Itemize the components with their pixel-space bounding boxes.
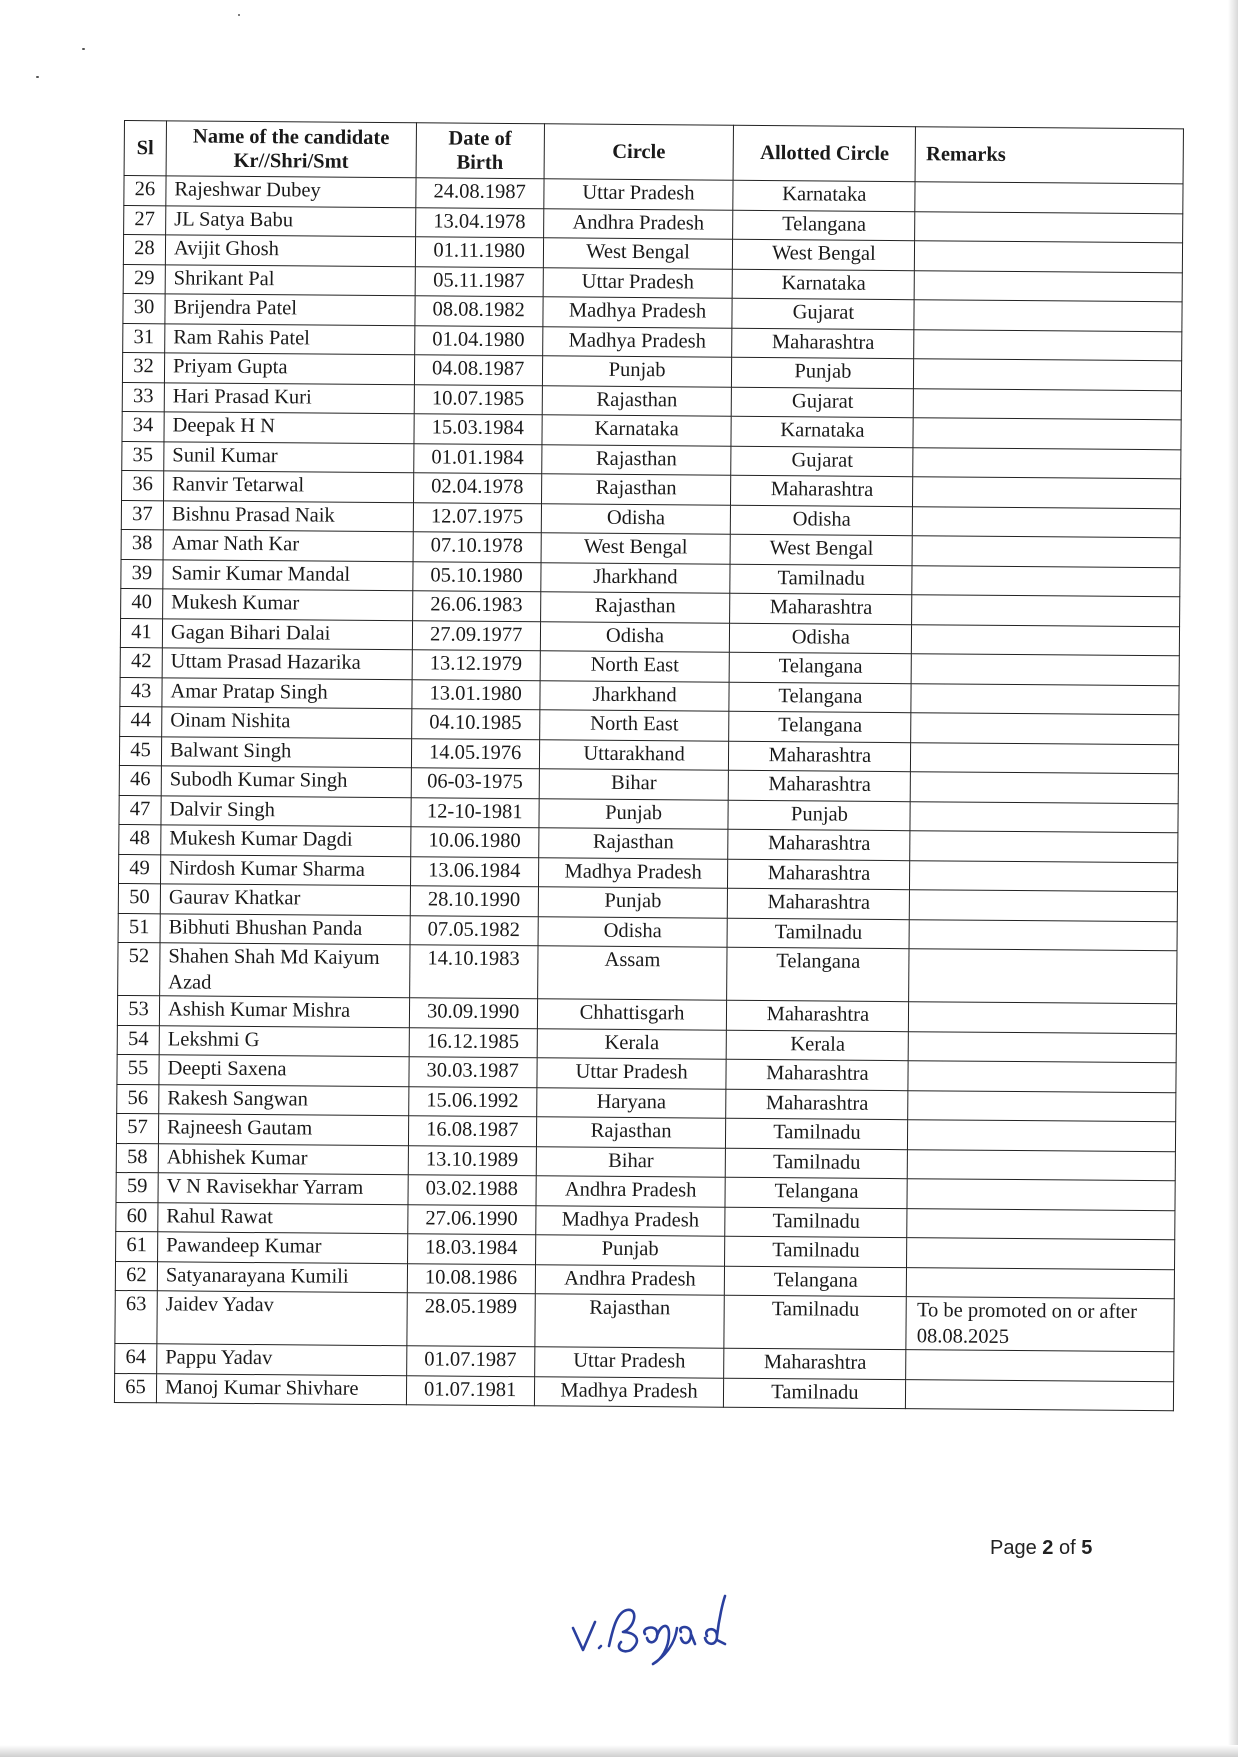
scan-speck (36, 76, 39, 78)
cell-name: Rakesh Sangwan (159, 1084, 409, 1115)
cell-dob: 10.08.1986 (407, 1263, 535, 1294)
cell-sl: 65 (114, 1373, 156, 1403)
cell-remarks (911, 683, 1179, 715)
cell-allotted-circle: Tamilnadu (727, 918, 909, 949)
cell-remarks: To be promoted on or after 08.08.2025 (906, 1297, 1174, 1352)
cell-name: Ranvir Tetarwal (163, 471, 413, 502)
cell-remarks (908, 1090, 1176, 1122)
cell-remarks (913, 506, 1181, 538)
cell-remarks (908, 1149, 1176, 1181)
cell-remarks (912, 536, 1180, 568)
cell-remarks (913, 388, 1181, 420)
scan-edge (1228, 0, 1238, 1757)
cell-remarks (908, 1031, 1176, 1063)
cell-remarks (907, 1267, 1175, 1299)
cell-allotted-circle: Telangana (729, 682, 911, 713)
cell-allotted-circle: Maharashtra (726, 1089, 908, 1120)
cell-sl: 34 (122, 411, 164, 441)
cell-dob: 13.04.1978 (415, 207, 543, 238)
table-row (115, 1290, 1174, 1351)
cell-circle: Uttar Pradesh (537, 1058, 727, 1089)
cell-remarks (912, 565, 1180, 597)
cell-remarks (915, 182, 1183, 214)
cell-remarks (907, 1179, 1175, 1211)
cell-dob: 13.06.1984 (410, 856, 538, 887)
cell-name: Bibhuti Bhushan Panda (160, 913, 410, 944)
cell-circle: Madhya Pradesh (543, 297, 733, 328)
cell-allotted-circle: Gujarat (732, 298, 914, 329)
cell-circle: Haryana (536, 1087, 726, 1118)
cell-dob: 01.11.1980 (415, 237, 543, 268)
scan-edge (0, 1745, 1238, 1757)
cell-name: Dalvir Singh (161, 795, 411, 826)
cell-sl: 40 (121, 588, 163, 618)
header-allotted-circle: Allotted Circle (734, 125, 916, 181)
cell-dob: 13.12.1979 (412, 650, 540, 681)
cell-allotted-circle: Maharashtra (724, 1348, 906, 1379)
cell-dob: 28.05.1989 (407, 1293, 535, 1347)
cell-dob: 05.11.1987 (415, 266, 543, 297)
cell-sl: 62 (115, 1261, 157, 1291)
cell-name: Mukesh Kumar Dagdi (161, 825, 411, 856)
cell-dob: 26.06.1983 (412, 591, 540, 622)
cell-remarks (910, 890, 1178, 922)
cell-remarks (910, 801, 1178, 833)
cell-allotted-circle: Odisha (730, 623, 912, 654)
cell-name: Samir Kumar Mandal (163, 559, 413, 590)
cell-name: Rajneesh Gautam (158, 1114, 408, 1145)
cell-dob: 13.10.1989 (408, 1145, 536, 1176)
cell-allotted-circle: Tamilnadu (730, 564, 912, 595)
cell-remarks (914, 300, 1182, 332)
cell-name: Rajeshwar Dubey (166, 176, 416, 207)
cell-dob: 01.07.1981 (406, 1375, 534, 1406)
cell-allotted-circle: Odisha (731, 505, 913, 536)
cell-sl: 31 (123, 323, 165, 353)
cell-allotted-circle: West Bengal (733, 239, 915, 270)
cell-circle: Kerala (537, 1028, 727, 1059)
cell-allotted-circle: Maharashtra (731, 475, 913, 506)
cell-name: Subodh Kumar Singh (161, 766, 411, 797)
cell-allotted-circle: Tamilnadu (724, 1378, 906, 1409)
scan-speck (82, 48, 85, 50)
cell-circle: West Bengal (541, 533, 731, 564)
header-name: Name of the candidate Kr//Shri/Smt (166, 121, 416, 178)
table-row (118, 942, 1177, 1003)
cell-sl: 49 (119, 854, 161, 884)
cell-name: Lekshmi G (159, 1025, 409, 1056)
cell-allotted-circle: Tamilnadu (725, 1236, 907, 1267)
cell-sl: 28 (123, 235, 165, 265)
cell-name: Sunil Kumar (164, 441, 414, 472)
cell-dob: 27.06.1990 (407, 1204, 535, 1235)
header-circle: Circle (544, 124, 734, 180)
cell-name: Priyam Gupta (164, 353, 414, 384)
cell-dob: 02.04.1978 (413, 473, 541, 504)
cell-name: Amar Pratap Singh (162, 677, 412, 708)
cell-allotted-circle: Punjab (732, 357, 914, 388)
cell-name: Shahen Shah Md Kaiyum Azad (160, 943, 410, 998)
cell-circle: Andhra Pradesh (543, 208, 733, 239)
cell-name: Jaidev Yadav (157, 1291, 407, 1346)
cell-name: Avijit Ghosh (165, 235, 415, 266)
cell-dob: 30.03.1987 (409, 1057, 537, 1088)
cell-dob: 27.09.1977 (412, 620, 540, 651)
cell-dob: 12.07.1975 (413, 502, 541, 533)
cell-allotted-circle: Maharashtra (728, 888, 910, 919)
cell-name: Bishnu Prasad Naik (163, 500, 413, 531)
cell-name: Shrikant Pal (165, 264, 415, 295)
cell-sl: 56 (117, 1084, 159, 1114)
cell-name: Deepti Saxena (159, 1055, 409, 1086)
cell-dob: 06-03-1975 (411, 768, 539, 799)
cell-circle: Odisha (538, 916, 728, 947)
cell-remarks (913, 447, 1181, 479)
cell-dob: 04.10.1985 (411, 709, 539, 740)
cell-circle: Andhra Pradesh (536, 1176, 726, 1207)
cell-dob: 10.06.1980 (410, 827, 538, 858)
cell-remarks (907, 1238, 1175, 1270)
cell-circle: Uttar Pradesh (543, 179, 733, 210)
candidate-table (114, 120, 1184, 1411)
cell-sl: 58 (116, 1143, 158, 1173)
cell-remarks (911, 654, 1179, 686)
cell-dob: 14.10.1983 (409, 945, 537, 999)
cell-name: Nirdosh Kumar Sharma (160, 854, 410, 885)
cell-sl: 33 (122, 382, 164, 412)
cell-circle: Bihar (539, 769, 729, 800)
cell-dob: 14.05.1976 (411, 738, 539, 769)
header-remarks: Remarks (915, 127, 1183, 184)
cell-remarks (914, 359, 1182, 391)
table-body (114, 176, 1183, 1411)
cell-dob: 01.07.1987 (406, 1346, 534, 1377)
cell-circle: Madhya Pradesh (535, 1205, 725, 1236)
cell-name: JL Satya Babu (166, 205, 416, 236)
cell-allotted-circle: Tamilnadu (726, 1148, 908, 1179)
cell-remarks (906, 1350, 1174, 1382)
cell-allotted-circle: Karnataka (733, 180, 915, 211)
cell-circle: Madhya Pradesh (538, 857, 728, 888)
cell-sl: 39 (121, 559, 163, 589)
cell-name: Hari Prasad Kuri (164, 382, 414, 413)
cell-dob: 28.10.1990 (410, 886, 538, 917)
cell-sl: 48 (119, 824, 161, 854)
cell-name: Balwant Singh (161, 736, 411, 767)
cell-remarks (913, 477, 1181, 509)
cell-dob: 07.10.1978 (413, 532, 541, 563)
cell-allotted-circle: Maharashtra (727, 1000, 909, 1031)
cell-dob: 15.03.1984 (414, 414, 542, 445)
cell-allotted-circle: Maharashtra (726, 1059, 908, 1090)
cell-circle: Rajasthan (535, 1294, 725, 1348)
cell-allotted-circle: Karnataka (733, 269, 915, 300)
cell-allotted-circle: Maharashtra (732, 328, 914, 359)
cell-dob: 03.02.1988 (408, 1175, 536, 1206)
cell-circle: Rajasthan (541, 474, 731, 505)
cell-sl: 42 (120, 647, 162, 677)
cell-sl: 60 (116, 1202, 158, 1232)
cell-allotted-circle: Tamilnadu (725, 1207, 907, 1238)
cell-circle: Madhya Pradesh (534, 1376, 724, 1407)
cell-sl: 51 (118, 913, 160, 943)
page-prefix: Page (990, 1537, 1043, 1559)
cell-sl: 37 (121, 500, 163, 530)
cell-name: Pappu Yadav (157, 1344, 407, 1375)
cell-dob: 13.01.1980 (412, 679, 540, 710)
cell-name: Gaurav Khatkar (160, 884, 410, 915)
cell-circle: Andhra Pradesh (535, 1264, 725, 1295)
cell-name: Gagan Bihari Dalai (162, 618, 412, 649)
cell-sl: 50 (118, 883, 160, 913)
cell-dob: 05.10.1980 (413, 561, 541, 592)
cell-circle: Rajasthan (542, 385, 732, 416)
cell-dob: 08.08.1982 (415, 296, 543, 327)
cell-dob: 16.08.1987 (408, 1116, 536, 1147)
cell-sl: 45 (119, 736, 161, 766)
cell-sl: 63 (115, 1290, 157, 1343)
cell-remarks (913, 418, 1181, 450)
cell-circle: Uttar Pradesh (534, 1347, 724, 1378)
cell-name: Rahul Rawat (158, 1202, 408, 1233)
cell-allotted-circle: Telangana (733, 210, 915, 241)
cell-allotted-circle: Tamilnadu (726, 1118, 908, 1149)
cell-sl: 27 (124, 205, 166, 235)
cell-dob: 10.07.1985 (414, 384, 542, 415)
cell-remarks (912, 595, 1180, 627)
cell-circle: Rajasthan (541, 444, 731, 475)
cell-circle: Assam (537, 946, 727, 1000)
cell-dob: 18.03.1984 (407, 1234, 535, 1265)
cell-remarks (914, 329, 1182, 361)
cell-circle: Rajasthan (538, 828, 728, 859)
cell-circle: West Bengal (543, 238, 733, 269)
cell-sl: 46 (119, 765, 161, 795)
cell-circle: Punjab (539, 798, 729, 829)
scan-speck (238, 14, 240, 16)
cell-sl: 35 (122, 441, 164, 471)
cell-circle: North East (540, 651, 730, 682)
cell-sl: 61 (116, 1231, 158, 1261)
cell-allotted-circle: Tamilnadu (724, 1295, 906, 1349)
cell-circle: Odisha (541, 503, 731, 534)
cell-remarks (909, 949, 1177, 1004)
cell-allotted-circle: Telangana (729, 711, 911, 742)
cell-sl: 47 (119, 795, 161, 825)
cell-circle: North East (539, 710, 729, 741)
cell-allotted-circle: Maharashtra (730, 593, 912, 624)
cell-remarks (910, 860, 1178, 892)
cell-allotted-circle: Maharashtra (728, 859, 910, 890)
cell-remarks (911, 742, 1179, 774)
cell-sl: 55 (117, 1054, 159, 1084)
cell-dob: 01.01.1984 (413, 443, 541, 474)
cell-allotted-circle: Telangana (725, 1266, 907, 1297)
cell-circle: Punjab (542, 356, 732, 387)
page-number (990, 1537, 1092, 1560)
page-mid: of (1053, 1537, 1082, 1559)
cell-allotted-circle: Telangana (730, 652, 912, 683)
cell-remarks (908, 1120, 1176, 1152)
cell-name: Uttam Prasad Hazarika (162, 648, 412, 679)
cell-sl: 44 (120, 706, 162, 736)
cell-sl: 36 (122, 470, 164, 500)
cell-circle: Punjab (538, 887, 728, 918)
cell-remarks (910, 772, 1178, 804)
cell-name: Mukesh Kumar (163, 589, 413, 620)
cell-remarks (915, 241, 1183, 273)
cell-circle: Jharkhand (540, 680, 730, 711)
cell-circle: Karnataka (542, 415, 732, 446)
cell-allotted-circle: Maharashtra (729, 741, 911, 772)
cell-sl: 53 (117, 995, 159, 1025)
cell-sl: 26 (124, 176, 166, 206)
cell-sl: 54 (117, 1025, 159, 1055)
cell-allotted-circle: Telangana (727, 947, 909, 1001)
cell-allotted-circle: Telangana (725, 1177, 907, 1208)
cell-dob: 16.12.1985 (409, 1027, 537, 1058)
cell-circle: Uttar Pradesh (543, 267, 733, 298)
cell-remarks (909, 1002, 1177, 1034)
cell-name: Satyanarayana Kumili (157, 1261, 407, 1292)
cell-dob: 01.04.1980 (414, 325, 542, 356)
cell-allotted-circle: Gujarat (731, 446, 913, 477)
cell-remarks (910, 831, 1178, 863)
cell-sl: 57 (116, 1113, 158, 1143)
cell-dob: 04.08.1987 (414, 355, 542, 386)
cell-dob: 12-10-1981 (411, 797, 539, 828)
cell-remarks (908, 1061, 1176, 1093)
cell-remarks (907, 1208, 1175, 1240)
header-dob: Date of Birth (416, 123, 544, 179)
cell-sl: 43 (120, 677, 162, 707)
cell-allotted-circle: Kerala (727, 1030, 909, 1061)
cell-remarks (909, 919, 1177, 951)
cell-name: Ram Rahis Patel (165, 323, 415, 354)
cell-dob: 07.05.1982 (410, 915, 538, 946)
cell-circle: Odisha (540, 621, 730, 652)
cell-dob: 24.08.1987 (416, 178, 544, 209)
cell-sl: 64 (115, 1343, 157, 1373)
cell-sl: 30 (123, 293, 165, 323)
cell-circle: Punjab (535, 1235, 725, 1266)
cell-allotted-circle: Punjab (728, 800, 910, 831)
cell-allotted-circle: Karnataka (731, 416, 913, 447)
cell-name: V N Ravisekhar Yarram (158, 1173, 408, 1204)
table-header-row (124, 121, 1183, 184)
cell-name: Deepak H N (164, 412, 414, 443)
cell-circle: Rajasthan (536, 1117, 726, 1148)
header-sl: Sl (124, 121, 166, 176)
page-total: 5 (1081, 1537, 1093, 1559)
page-current: 2 (1042, 1537, 1054, 1559)
cell-remarks (906, 1379, 1174, 1411)
cell-name: Amar Nath Kar (163, 530, 413, 561)
cell-circle: Madhya Pradesh (542, 326, 732, 357)
cell-name: Pawandeep Kumar (158, 1232, 408, 1263)
cell-allotted-circle: Maharashtra (729, 770, 911, 801)
cell-dob: 15.06.1992 (408, 1086, 536, 1117)
cell-name: Oinam Nishita (162, 707, 412, 738)
cell-circle: Bihar (536, 1146, 726, 1177)
cell-circle: Uttarakhand (539, 739, 729, 770)
cell-name: Manoj Kumar Shivhare (156, 1373, 406, 1404)
cell-name: Brijendra Patel (165, 294, 415, 325)
cell-sl: 59 (116, 1172, 158, 1202)
cell-sl: 32 (122, 352, 164, 382)
handwritten-signature (565, 1588, 755, 1668)
cell-circle: Chhattisgarh (537, 999, 727, 1030)
cell-remarks (914, 270, 1182, 302)
cell-circle: Jharkhand (540, 562, 730, 593)
cell-allotted-circle: West Bengal (731, 534, 913, 565)
cell-remarks (915, 211, 1183, 243)
cell-sl: 38 (121, 529, 163, 559)
cell-allotted-circle: Maharashtra (728, 829, 910, 860)
cell-name: Abhishek Kumar (158, 1143, 408, 1174)
cell-allotted-circle: Gujarat (732, 387, 914, 418)
cell-remarks (912, 624, 1180, 656)
cell-circle: Rajasthan (540, 592, 730, 623)
cell-remarks (911, 713, 1179, 745)
cell-name: Ashish Kumar Mishra (159, 996, 409, 1027)
cell-sl: 41 (120, 618, 162, 648)
cell-dob: 30.09.1990 (409, 998, 537, 1029)
cell-sl: 29 (123, 264, 165, 294)
cell-sl: 52 (118, 942, 160, 995)
